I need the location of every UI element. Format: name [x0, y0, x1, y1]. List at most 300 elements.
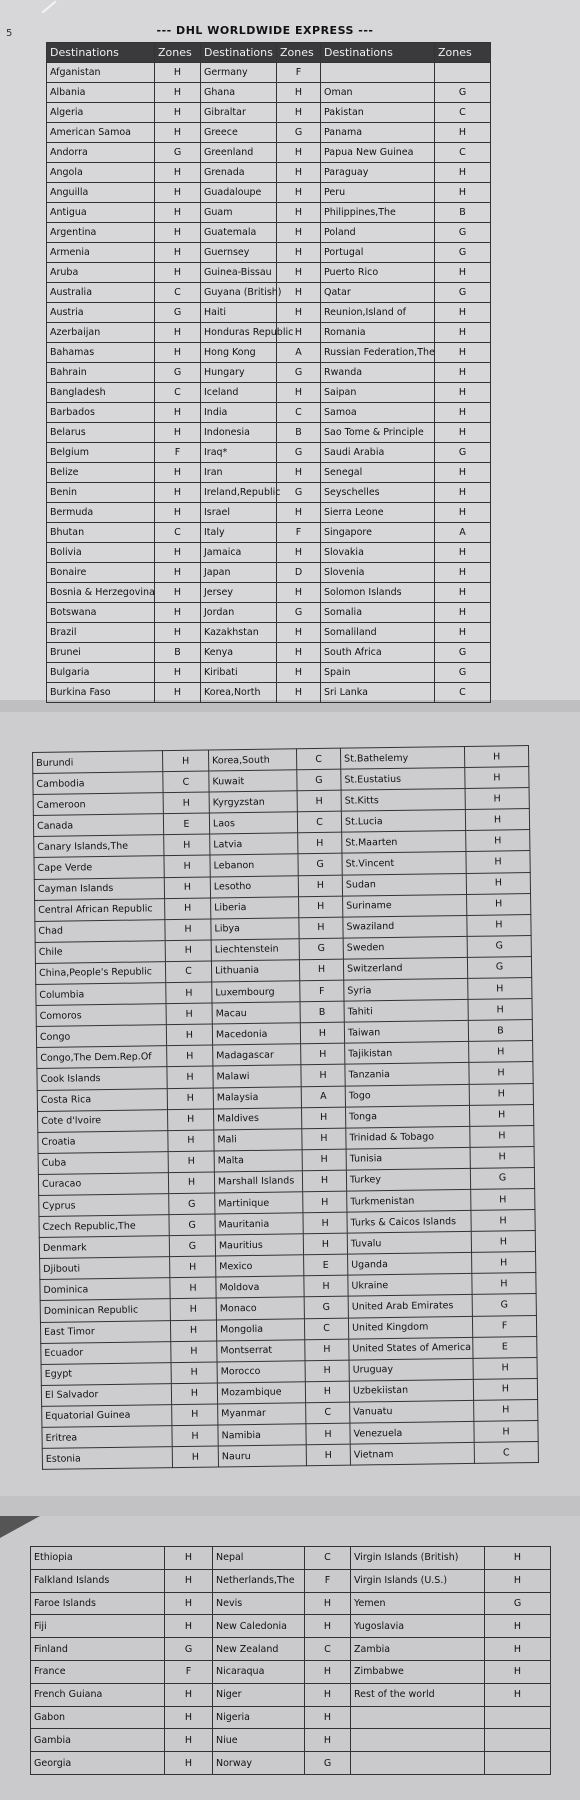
zone-cell: C — [306, 1402, 350, 1424]
destination-cell: Martinique — [215, 1192, 303, 1214]
destination-cell: Turks & Caicos Islands — [347, 1210, 471, 1233]
zone-cell: H — [303, 1191, 347, 1213]
zone-cell: H — [155, 563, 201, 583]
destination-cell: Korea,North — [201, 683, 277, 703]
destination-cell: Switzerland — [343, 957, 467, 980]
zone-cell: G — [435, 443, 491, 463]
destination-cell: Kuwait — [209, 770, 297, 792]
destination-cell: Georgia — [31, 1752, 165, 1775]
zone-cell: H — [170, 1320, 216, 1342]
table-row — [47, 323, 491, 343]
table-row — [47, 263, 491, 283]
zone-cell: H — [469, 1062, 533, 1084]
zone-cell: G — [155, 363, 201, 383]
zone-cell: G — [297, 769, 341, 791]
zone-cell: H — [435, 363, 491, 383]
destination-cell: Turkmenistan — [347, 1189, 471, 1212]
zone-cell: H — [298, 875, 342, 897]
zone-cell: H — [435, 163, 491, 183]
destination-cell: Albania — [47, 83, 155, 103]
zone-cell: H — [155, 163, 201, 183]
destination-cell: Sudan — [342, 873, 466, 896]
destination-cell: Luxembourg — [212, 981, 300, 1003]
zone-cell: H — [165, 1706, 213, 1729]
destination-cell: Namibia — [218, 1424, 306, 1446]
destination-cell: El Salvador — [41, 1383, 171, 1406]
zone-cell: H — [465, 767, 529, 789]
zone-cell: H — [468, 999, 532, 1021]
destination-cell: Bangladesh — [47, 383, 155, 403]
zone-cell: H — [155, 603, 201, 623]
zone-cell: G — [304, 1297, 348, 1319]
zone-cell: H — [302, 1128, 346, 1150]
destination-cell: Tonga — [345, 1105, 469, 1128]
destination-cell: Dominican Republic — [40, 1299, 170, 1322]
zone-cell: G — [435, 643, 491, 663]
zone-cell: H — [299, 917, 343, 939]
destination-cell: Italy — [201, 523, 277, 543]
destination-cell: Madagascar — [213, 1044, 301, 1066]
destination-cell: Seyschelles — [321, 483, 435, 503]
table-row — [31, 1615, 551, 1638]
destination-cell: Mauritius — [215, 1234, 303, 1256]
destination-cell: Moldova — [216, 1276, 304, 1298]
zone-cell: B — [277, 423, 321, 443]
destination-cell: East Timor — [40, 1320, 170, 1343]
zone-cell: H — [474, 1399, 538, 1421]
destination-cell: Yugoslavia — [351, 1615, 485, 1638]
destination-cell: Gambia — [31, 1729, 165, 1752]
zone-cell: H — [171, 1362, 217, 1384]
destination-cell: Canary Islands,The — [34, 835, 164, 858]
destination-cell: Haiti — [201, 303, 277, 323]
zone-cell: G — [435, 283, 491, 303]
zone-cell: G — [155, 143, 201, 163]
zone-cell: H — [165, 1547, 213, 1570]
destination-cell: Solomon Islands — [321, 583, 435, 603]
zone-cell: H — [155, 243, 201, 263]
zone-cell: H — [277, 243, 321, 263]
zone-cell: H — [473, 1378, 537, 1400]
destination-cell: American Samoa — [47, 123, 155, 143]
destination-cell: Aruba — [47, 263, 155, 283]
destination-cell: Congo — [36, 1025, 166, 1048]
destination-cell: Canada — [33, 814, 163, 837]
destination-cell: Russian Federation,The — [321, 343, 435, 363]
zone-cell: H — [155, 103, 201, 123]
destination-cell: Liechtenstein — [211, 939, 299, 961]
zone-cell: H — [299, 959, 343, 981]
destination-cell: Guadaloupe — [201, 183, 277, 203]
destination-cell: Tanzania — [345, 1063, 469, 1086]
zone-cell: C — [305, 1638, 351, 1661]
zone-cell: H — [305, 1615, 351, 1638]
destination-cell: Germany — [201, 63, 277, 83]
destination-cell: Ghana — [201, 83, 277, 103]
zone-cell: G — [435, 83, 491, 103]
zone-cell: H — [155, 183, 201, 203]
document-title: --- DHL WORLDWIDE EXPRESS --- — [156, 24, 374, 37]
destination-cell: Saipan — [321, 383, 435, 403]
zone-cell — [485, 1752, 551, 1775]
destination-cell: Montserrat — [217, 1339, 305, 1361]
destination-cell: Latvia — [210, 833, 298, 855]
zone-cell: H — [300, 1022, 344, 1044]
zone-cell: H — [435, 403, 491, 423]
zone-cell: C — [435, 103, 491, 123]
destination-cell: Comoros — [36, 1004, 166, 1027]
zone-cell: H — [471, 1210, 535, 1232]
zone-cell: G — [435, 223, 491, 243]
zone-cell: H — [485, 1569, 551, 1592]
destination-cell: Australia — [47, 283, 155, 303]
destination-cell: Algeria — [47, 103, 155, 123]
destination-cell: Uruguay — [349, 1358, 473, 1381]
zone-cell: H — [162, 750, 208, 772]
zone-cell: H — [466, 851, 530, 873]
destination-cell: Botswana — [47, 603, 155, 623]
zone-cell: F — [165, 1660, 213, 1683]
zone-cell: G — [305, 1752, 351, 1775]
destination-cell: Vietnam — [350, 1442, 474, 1465]
destination-cell: Norway — [213, 1752, 305, 1775]
zone-cell: H — [165, 1729, 213, 1752]
zone-cell: H — [435, 603, 491, 623]
zone-cell: H — [485, 1683, 551, 1706]
zone-cell: H — [277, 323, 321, 343]
zone-cell: H — [155, 683, 201, 703]
zone-cell: H — [469, 1083, 533, 1105]
destination-cell: Samoa — [321, 403, 435, 423]
zone-cell: H — [155, 663, 201, 683]
table-row — [47, 523, 491, 543]
destination-cell: Ukraine — [348, 1274, 472, 1297]
destination-cell: Brazil — [47, 623, 155, 643]
zone-cell: H — [167, 1045, 213, 1067]
header-destinations: Destinations — [47, 43, 155, 63]
destination-cell: Bahrain — [47, 363, 155, 383]
zone-cell: H — [485, 1547, 551, 1570]
zone-cell: H — [305, 1339, 349, 1361]
table-row — [31, 1729, 551, 1752]
zone-cell: H — [277, 163, 321, 183]
zone-cell: H — [470, 1125, 534, 1147]
destination-cell: Hong Kong — [201, 343, 277, 363]
table-row — [47, 423, 491, 443]
zone-cell: H — [435, 463, 491, 483]
zone-cell: H — [305, 1706, 351, 1729]
shadow-corner — [0, 1516, 40, 1538]
zone-cell: C — [297, 811, 341, 833]
table-row — [47, 343, 491, 363]
zone-cell: H — [301, 1107, 345, 1129]
table-row — [47, 223, 491, 243]
destination-cell: Gibraltar — [201, 103, 277, 123]
zone-cell: H — [277, 383, 321, 403]
zone-cell: H — [165, 940, 211, 962]
zone-cell: H — [471, 1231, 535, 1253]
table-row — [31, 1569, 551, 1592]
destination-cell: St.Vincent — [342, 852, 466, 875]
zone-cell: E — [473, 1336, 537, 1358]
zone-cell: H — [277, 463, 321, 483]
destination-cell: Malta — [214, 1150, 302, 1172]
destination-cell: Iraq* — [201, 443, 277, 463]
destination-cell: Spain — [321, 663, 435, 683]
zone-cell: H — [155, 623, 201, 643]
destination-cell: United States of America — [349, 1337, 473, 1360]
zone-cell: C — [435, 143, 491, 163]
destination-cell: Jersey — [201, 583, 277, 603]
zone-cell: H — [469, 1041, 533, 1063]
table-row — [31, 1592, 551, 1615]
zone-cell: H — [301, 1043, 345, 1065]
table-row — [47, 563, 491, 583]
destination-cell: Trinidad & Tobago — [346, 1126, 470, 1149]
zone-cell: H — [301, 1065, 345, 1087]
zone-cell: H — [165, 1569, 213, 1592]
zone-cell: A — [301, 1086, 345, 1108]
destination-cell: Jamaica — [201, 543, 277, 563]
destination-cell: Ireland,Republic — [201, 483, 277, 503]
destination-cell: Tahiti — [344, 1000, 468, 1023]
destination-cell: China,People's Republic — [35, 962, 165, 985]
zone-cell: G — [277, 483, 321, 503]
destination-cell: Honduras Republic — [201, 323, 277, 343]
destination-cell: Nicaraqua — [213, 1660, 305, 1683]
destination-cell: Venezuela — [350, 1421, 474, 1444]
destination-cell: Grenada — [201, 163, 277, 183]
destination-cell: Oman — [321, 83, 435, 103]
zone-cell: H — [155, 123, 201, 143]
zone-cell: H — [167, 1088, 213, 1110]
destination-cell: Andorra — [47, 143, 155, 163]
zone-cell: H — [485, 1660, 551, 1683]
destination-cell: Greenland — [201, 143, 277, 163]
table-row — [31, 1683, 551, 1706]
destination-cell: Monaco — [216, 1297, 304, 1319]
destination-cell: Mexico — [216, 1255, 304, 1277]
zone-cell: F — [277, 63, 321, 83]
zone-cell: G — [277, 443, 321, 463]
destination-cell: Nevis — [213, 1592, 305, 1615]
destination-cell: Belarus — [47, 423, 155, 443]
zone-cell: H — [155, 203, 201, 223]
zone-cell: H — [165, 1592, 213, 1615]
zone-cell: C — [165, 961, 211, 983]
zone-cell: H — [470, 1146, 534, 1168]
destination-cell: Singapore — [321, 523, 435, 543]
zone-cell: H — [277, 183, 321, 203]
zone-cell: H — [466, 872, 530, 894]
destination-cell: Vanuatu — [350, 1400, 474, 1423]
zone-cell: H — [298, 833, 342, 855]
destination-cell: Lebanon — [210, 854, 298, 876]
destination-cell: Kiribati — [201, 663, 277, 683]
destination-cell: Argentina — [47, 223, 155, 243]
zone-cell: H — [164, 877, 210, 899]
destination-cell: Macau — [212, 1002, 300, 1024]
destination-cell: France — [31, 1660, 165, 1683]
zone-cell: H — [155, 323, 201, 343]
zone-cell: H — [165, 1752, 213, 1775]
destination-cell: Cayman Islands — [34, 877, 164, 900]
destination-cell: Afganistan — [47, 63, 155, 83]
destination-cell: Central African Republic — [35, 898, 165, 921]
zone-cell: H — [435, 543, 491, 563]
zone-cell: H — [435, 383, 491, 403]
destination-cell: Guam — [201, 203, 277, 223]
destination-cell: Jordan — [201, 603, 277, 623]
zone-cell: H — [168, 1130, 214, 1152]
zone-cell: H — [165, 898, 211, 920]
zone-cell: G — [169, 1235, 215, 1257]
destination-cell: Cote d'lvoire — [38, 1109, 168, 1132]
table-row — [47, 363, 491, 383]
table-header-row — [47, 43, 491, 63]
destination-cell: Suriname — [343, 894, 467, 917]
destination-cell: St.Kitts — [341, 789, 465, 812]
destination-cell: Finland — [31, 1638, 165, 1661]
header-zones: Zones — [435, 43, 491, 63]
zone-cell: H — [435, 263, 491, 283]
zone-cell: E — [304, 1254, 348, 1276]
zones-table-part-2 — [32, 745, 539, 1470]
destination-cell: Bahamas — [47, 343, 155, 363]
destination-cell: Romania — [321, 323, 435, 343]
destination-cell: Chile — [35, 941, 165, 964]
destination-cell: Sierra Leone — [321, 503, 435, 523]
destination-cell: Maldives — [213, 1107, 301, 1129]
destination-cell: Tuvalu — [347, 1232, 471, 1255]
zone-cell: H — [302, 1149, 346, 1171]
destination-cell: Ecuador — [41, 1341, 171, 1364]
table-row — [47, 543, 491, 563]
table-row — [47, 583, 491, 603]
destination-cell: Austria — [47, 303, 155, 323]
zone-cell: D — [277, 563, 321, 583]
destination-cell: Rest of the world — [351, 1683, 485, 1706]
destination-cell: Macedonia — [212, 1023, 300, 1045]
destination-cell: Laos — [209, 812, 297, 834]
zone-cell: H — [303, 1212, 347, 1234]
zone-cell: H — [166, 1003, 212, 1025]
destination-cell: Guernsey — [201, 243, 277, 263]
zone-cell: C — [296, 748, 340, 770]
zone-cell: H — [277, 203, 321, 223]
destination-cell: Congo,The Dem.Rep.Of — [37, 1046, 167, 1069]
zone-cell: F — [155, 443, 201, 463]
zone-cell: C — [474, 1442, 538, 1464]
zone-cell: H — [435, 343, 491, 363]
zone-cell: H — [163, 792, 209, 814]
destination-cell: Virgin Islands (British) — [351, 1547, 485, 1570]
zone-cell: H — [277, 263, 321, 283]
destination-cell: Bosnia & Herzegovina — [47, 583, 155, 603]
zones-table-part-3 — [30, 1546, 551, 1775]
destination-cell: St.Maarten — [342, 831, 466, 854]
destination-cell: Uzbekiistan — [349, 1379, 473, 1402]
destination-cell: Poland — [321, 223, 435, 243]
zone-cell: H — [277, 143, 321, 163]
destination-cell: Cook Islands — [37, 1067, 167, 1090]
zone-cell: H — [277, 683, 321, 703]
destination-cell: Bonaire — [47, 563, 155, 583]
destination-cell: Slovakia — [321, 543, 435, 563]
destination-cell: St.Bathelemy — [340, 746, 464, 769]
zone-cell — [435, 63, 491, 83]
zone-cell: H — [299, 896, 343, 918]
table-row — [47, 503, 491, 523]
zone-cell: C — [163, 771, 209, 793]
destination-cell: Czech Republic,The — [39, 1215, 169, 1238]
destination-cell: St.Lucia — [341, 810, 465, 833]
zone-cell: G — [169, 1193, 215, 1215]
destination-cell: Nepal — [213, 1547, 305, 1570]
destination-cell: Niger — [213, 1683, 305, 1706]
zone-cell: C — [155, 283, 201, 303]
destination-cell: Paraguay — [321, 163, 435, 183]
zone-cell: H — [165, 1615, 213, 1638]
destination-cell: Lithuania — [211, 960, 299, 982]
destination-cell: Morocco — [217, 1360, 305, 1382]
zone-cell: H — [171, 1383, 217, 1405]
destination-cell — [351, 1752, 485, 1775]
destination-cell: Chad — [35, 919, 165, 942]
zone-cell: H — [277, 83, 321, 103]
zone-cell: H — [467, 914, 531, 936]
table-row — [47, 663, 491, 683]
zone-cell: G — [470, 1167, 534, 1189]
destination-cell: Netherlands,The — [213, 1569, 305, 1592]
destination-cell: Cameroon — [33, 793, 163, 816]
destination-cell: Peru — [321, 183, 435, 203]
destination-cell: Malawi — [213, 1065, 301, 1087]
zone-cell: H — [305, 1729, 351, 1752]
destination-cell: Azerbaijan — [47, 323, 155, 343]
destination-cell: Mongolia — [216, 1318, 304, 1340]
zone-cell: H — [302, 1170, 346, 1192]
zone-cell: H — [467, 893, 531, 915]
destination-cell: Mauritania — [215, 1213, 303, 1235]
zone-cell: H — [155, 403, 201, 423]
zone-cell: G — [467, 956, 531, 978]
zone-cell: H — [155, 543, 201, 563]
table-row — [47, 463, 491, 483]
zone-cell: H — [485, 1638, 551, 1661]
destination-cell: Barbados — [47, 403, 155, 423]
zone-cell: A — [435, 523, 491, 543]
zone-cell: H — [473, 1357, 537, 1379]
destination-cell: Guatemala — [201, 223, 277, 243]
destination-cell: Sweden — [343, 936, 467, 959]
destination-cell: Indonesia — [201, 423, 277, 443]
header-destinations: Destinations — [321, 43, 435, 63]
table-row — [47, 603, 491, 623]
zone-cell: H — [166, 982, 212, 1004]
table-row — [47, 203, 491, 223]
destination-cell: Guyana (British) — [201, 283, 277, 303]
zone-cell: H — [277, 223, 321, 243]
zone-cell: H — [277, 283, 321, 303]
destination-cell: Estonia — [42, 1447, 172, 1470]
zone-cell: H — [305, 1683, 351, 1706]
zone-cell: H — [155, 423, 201, 443]
table-row — [47, 403, 491, 423]
table-row — [47, 243, 491, 263]
table-row — [47, 83, 491, 103]
zone-cell: H — [469, 1104, 533, 1126]
